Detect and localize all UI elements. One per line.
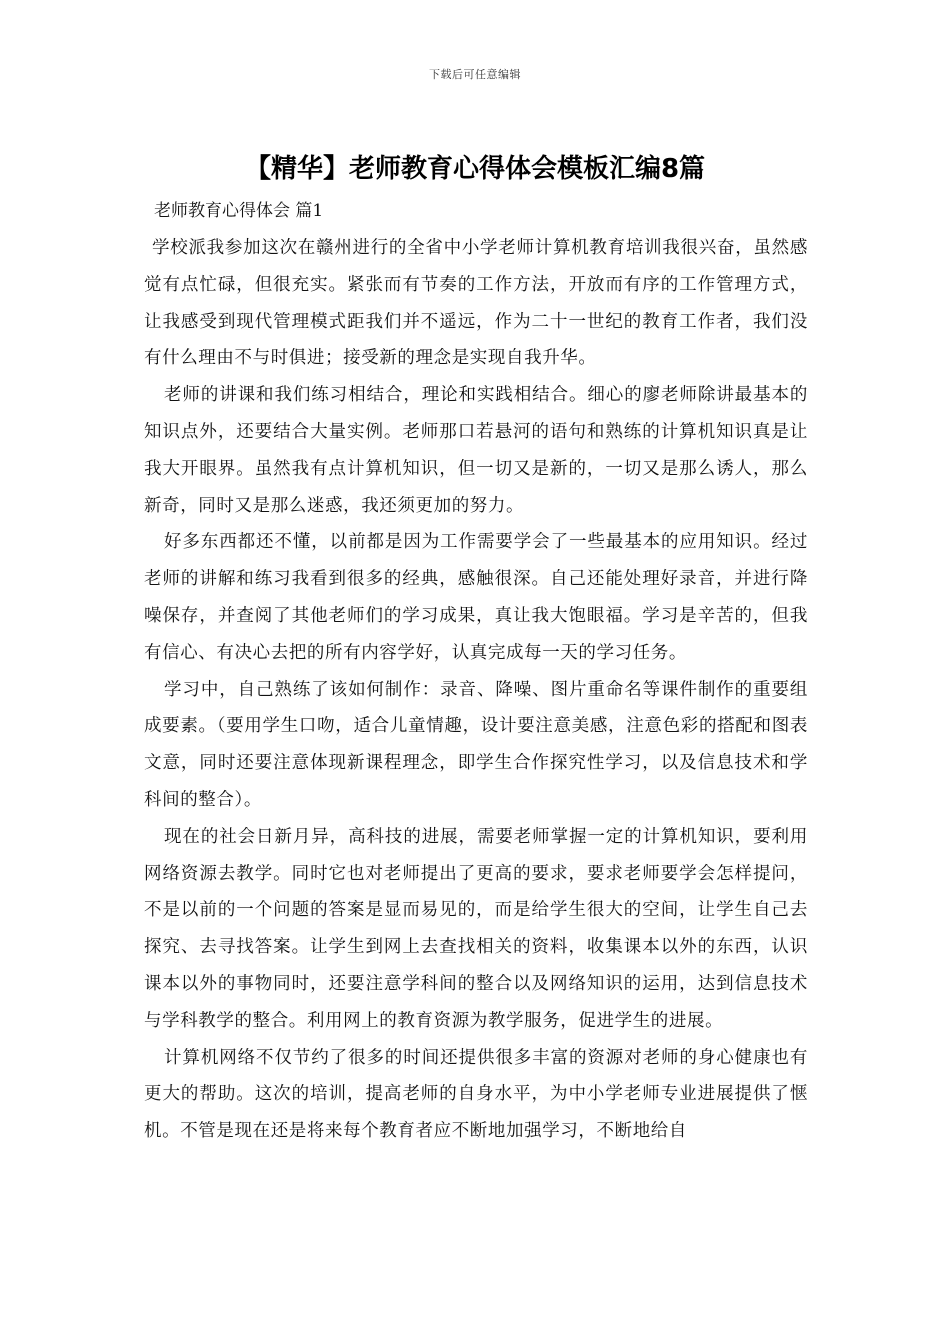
section-heading: 老师教育心得体会 篇1 [154, 201, 324, 221]
paragraph-2: 老师的讲课和我们练习相结合，理论和实践相结合。细心的廖老师除讲最基本的知识点外，还要结合大量实例。老师那口若悬河的语句和熟练的计算机知识真是让我大开眼界。虽然我有点计算机知识，但一切又是新的，一切又是那么诱人，那么新奇，同时又是那么迷惑，我还须更加的努力。 [144, 385, 808, 516]
document-title: 【精华】老师教育心得体会模板汇编8篇 [244, 154, 706, 184]
paragraph-5: 现在的社会日新月异，高科技的进展，需要老师掌握一定的计算机知识，要利用网络资源去教学。同时它也对老师提出了更高的要求，要求老师要学会怎样提问，不是以前的一个问题的答案是显而易见的，而是给学生很大的空间，让学生自己去探究、去寻找答案。让学生到网上去查找相关的资料，收集课本以外的东西，认识课本以外的事物同时，还要注意学科间的整合以及网络知识的运用，达到信息技术与学科教学的整合。利用网上的教育资源为教学服务，促进学生的进展。 [144, 826, 808, 1031]
paragraph-3: 好多东西都还不懂，以前都是因为工作需要学会了一些最基本的应用知识。经过老师的讲解和练习我看到很多的经典，感触很深。自己还能处理好录音，并进行降噪保存，并查阅了其他老师们的学习成果，真让我大饱眼福。学习是辛苦的，但我有信心、有决心去把的所有内容学好，认真完成每一天的学习任务。 [144, 532, 808, 663]
document-body [144, 196, 808, 1150]
header-note: 下载后可任意编辑 [429, 68, 521, 81]
paragraph-4: 学习中，自己熟练了该如何制作：录音、降噪、图片重命名等课件制作的重要组成要素。（要用学生口吻，适合儿童情趣，设计要注意美感，注意色彩的搭配和图表文意，同时还要注意体现新课程理念，即学生合作探究性学习，以及信息技术和学科间的整合）。 [144, 679, 808, 810]
paragraph-1: 学校派我参加这次在赣州进行的全省中小学老师计算机教育培训我很兴奋，虽然感觉有点忙碌，但很充实。紧张而有节奏的工作方法，开放而有序的工作管理方式，让我感受到现代管理模式距我们并不遥远，作为二十一世纪的教育工作者，我们没有什么理由不与时俱进；接受新的理念是实现自我升华。 [144, 238, 808, 369]
paragraph-6: 计算机网络不仅节约了很多的时间还提供很多丰富的资源对老师的身心健康也有更大的帮助。这次的培训，提高老师的自身水平，为中小学老师专业进展提供了惬机。不管是现在还是将来每个教育者应不断地加强学习，不断地给自 [144, 1047, 808, 1142]
